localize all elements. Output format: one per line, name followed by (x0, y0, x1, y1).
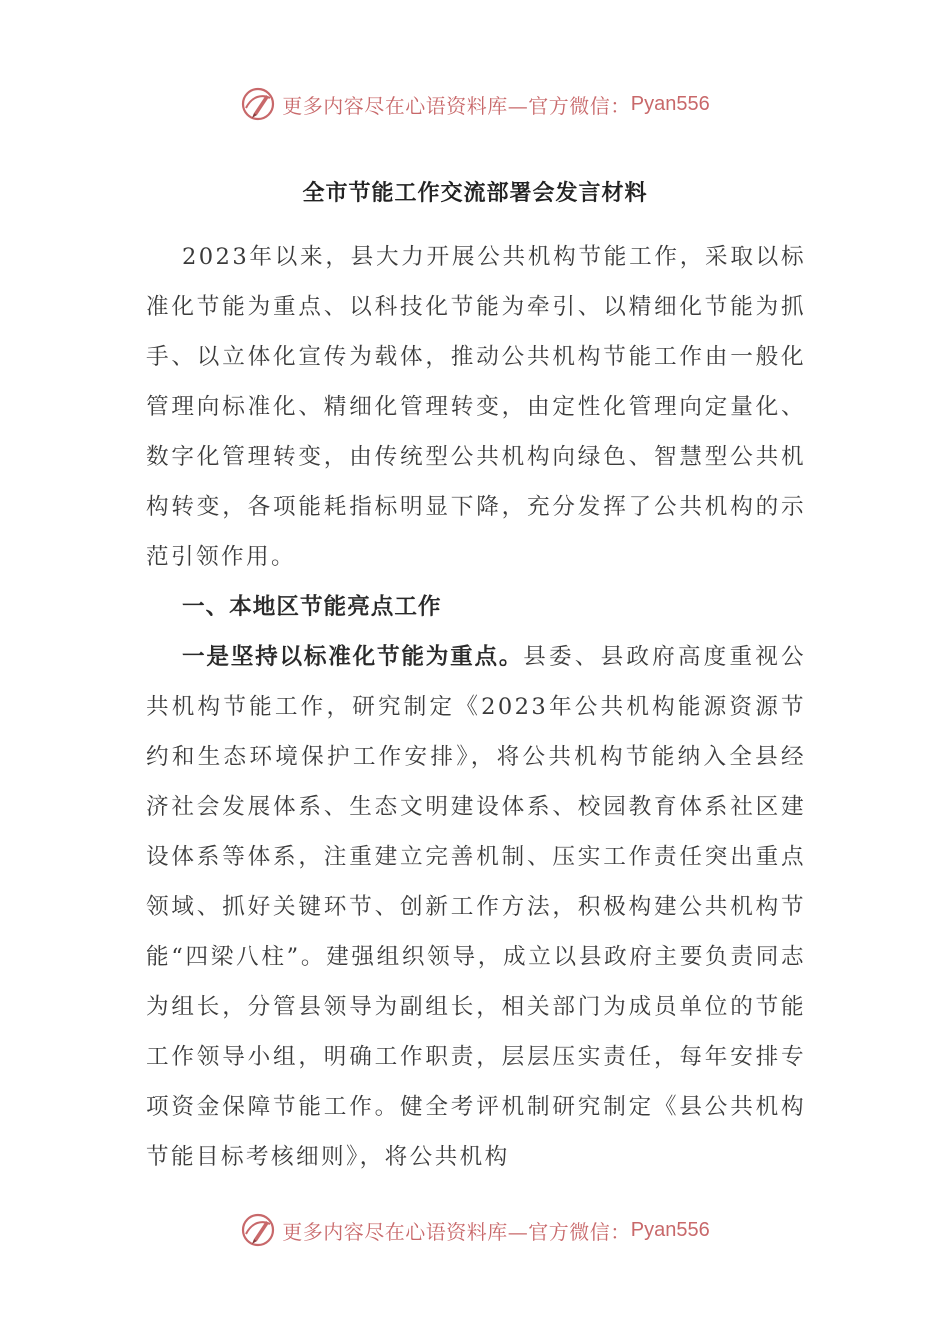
banner-wechat-id: Pyan556 (630, 1218, 710, 1241)
banner-text: 更多内容尽在心语资料库—官方微信： (282, 1219, 631, 1244)
footer-banner (0, 1210, 950, 1250)
header-banner (0, 84, 950, 124)
section-1-heading: 一、本地区节能亮点工作 (182, 594, 442, 620)
document-title: 全市节能工作交流部署会发言材料 (302, 181, 648, 206)
banner-wechat-id: Pyan556 (630, 92, 710, 115)
pen-logo-icon (240, 86, 276, 122)
intro-paragraph: 2023年以来，县大力开展公共机构节能工作，采取以标准化节能为重点、以科技化节能为牵引、以精细化节能为抓手、以立体化宣传为载体，推动公共机构节能工作由一般化管理向标准化、精细化管理转变，由定性化管理向定量化、数字化管理转变，由传统型公共机构向绿色、智慧型公共机构转变，各项能耗指标明显下降，充分发挥了公共机构的示范引领作用。 (146, 244, 806, 570)
document-body (146, 232, 806, 1182)
pen-logo-icon (240, 1212, 276, 1248)
point-1-paragraph (146, 632, 806, 1182)
point-1-lead: 一是坚持以标准化节能为重点。 (182, 644, 524, 670)
banner-text: 更多内容尽在心语资料库—官方微信： (282, 93, 631, 118)
point-1-body: 县委、县政府高度重视公共机构节能工作，研究制定《2023年公共机构能源资源节约和生态环境保护工作安排》，将公共机构节能纳入全县经济社会发展体系、生态文明建设体系、校园教育体系社区建设体系等体系，注重建立完善机制、压实工作责任突出重点领域、抓好关键环节、创新工作方法，积极构建公共机构节能“四梁八柱”。建强组织领导，成立以县政府主要负责同志为组长，分管县领导为副组长，相关部门为成员单位的节能工作领导小组，明确工作职责，层层压实责任，每年安排专项资金保障节能工作。健全考评机制研究制定《县公共机构节能目标考核细则》，将公共机构 (146, 644, 806, 1170)
